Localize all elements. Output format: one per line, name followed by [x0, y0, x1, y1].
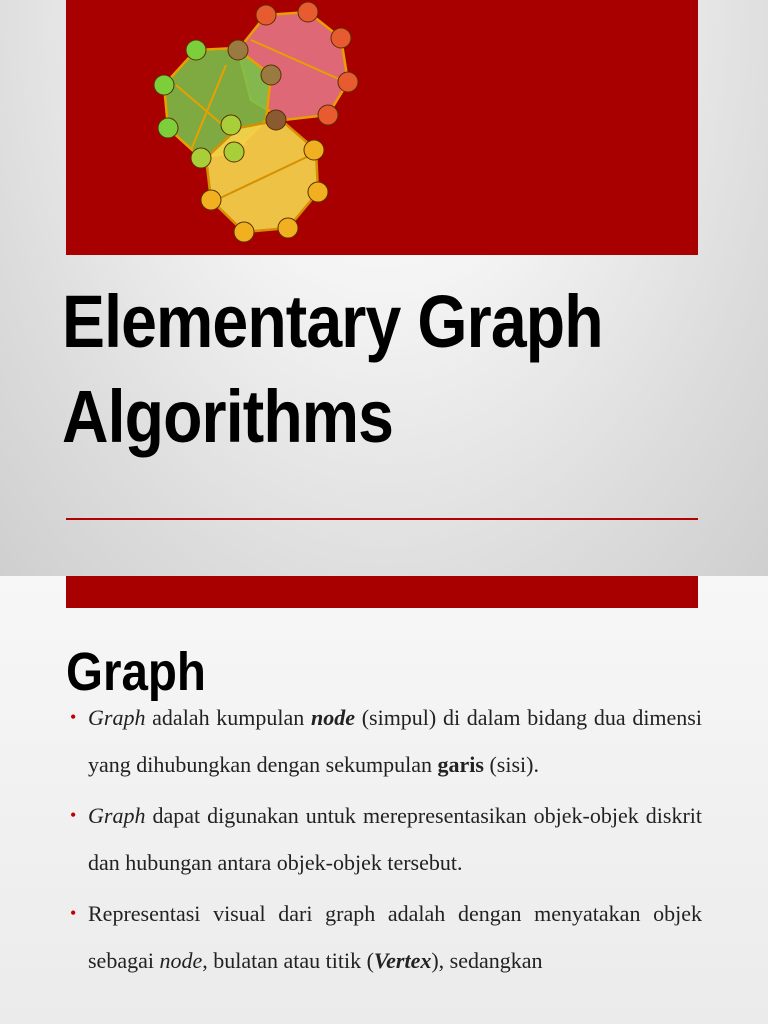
term-node: node: [159, 948, 203, 973]
content-banner: [66, 576, 698, 608]
term-garis: garis: [437, 752, 484, 777]
bullet-item: [66, 694, 702, 788]
bullet-text: adalah kumpulan: [145, 705, 311, 730]
term-graph: Graph: [88, 705, 146, 730]
term-vertex: Vertex: [373, 948, 432, 973]
bullet-text: , bulatan atau titik (: [202, 948, 374, 973]
bullet-marker: •: [70, 903, 77, 923]
title-line-1: Elementary Graph: [62, 280, 603, 363]
term-node: node: [310, 705, 355, 730]
bullet-marker: •: [70, 707, 77, 727]
bullet-list: [66, 694, 702, 988]
bullet-text: (simpul) di dalam bidang dua dimensi yang dihubungkan dengan sekumpulan: [88, 705, 702, 777]
bullet-item: [66, 792, 702, 886]
bullet-marker: •: [70, 805, 77, 825]
title-divider: [66, 518, 698, 520]
graph-network-icon: [146, 0, 366, 250]
slide-title: [62, 274, 603, 464]
term-graph: Graph: [88, 803, 146, 828]
content-heading: Graph: [66, 642, 206, 702]
title-line-2: Algorithms: [62, 375, 394, 458]
bullet-text: dapat digunakan untuk merepresentasikan objek-objek diskrit dan hubungan antara objek-objek tersebut.: [88, 803, 702, 875]
title-banner: [66, 0, 698, 255]
bullet-text: ), sedangkan: [431, 948, 543, 973]
content-slide: [0, 576, 768, 1024]
bullet-text: (sisi).: [483, 752, 539, 777]
bullet-text: Representasi visual dari graph adalah dengan menyatakan objek sebagai: [88, 901, 702, 973]
bullet-item: [66, 890, 702, 984]
